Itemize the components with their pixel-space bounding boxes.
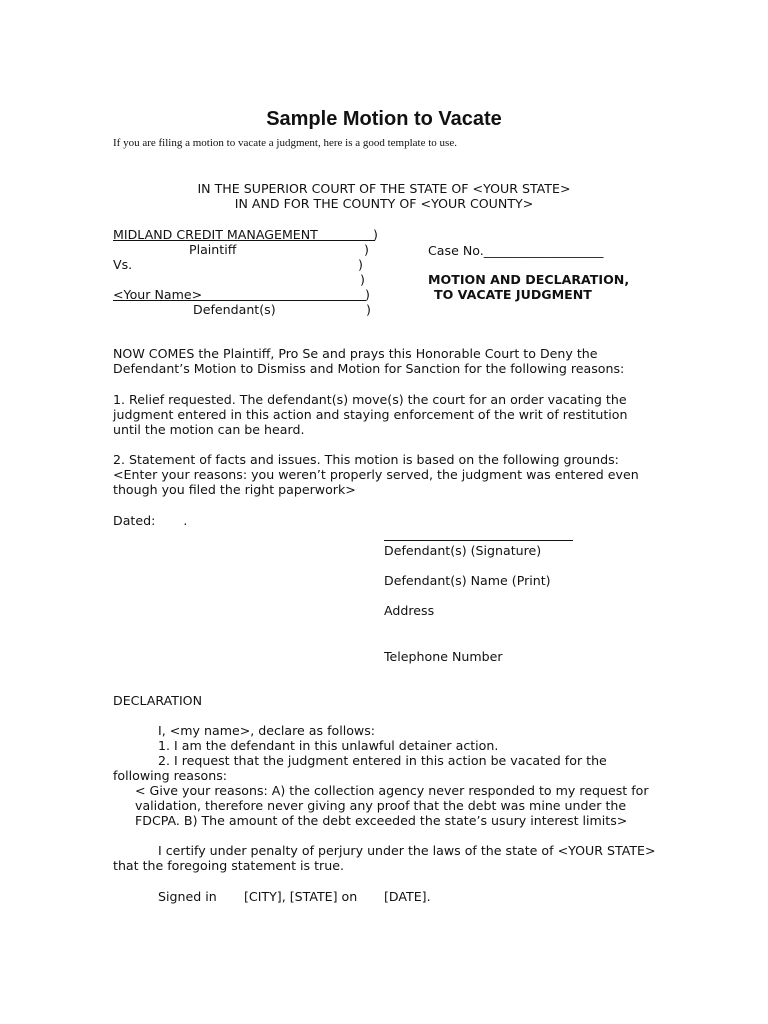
caption-paren: ) [365,287,370,302]
caption-paren: ) [360,272,365,287]
opening-paragraph: NOW COMES the Plaintiff, Pro Se and prays this Honorable Court to Deny the Defendant’s Motion to Dismiss and Motion for Sanction for the following reasons: [113,346,625,376]
declaration-reasons-line-1: < Give your reasons: A) the collection agency never responded to my request for [135,783,649,798]
address-label: Address [384,603,435,618]
defendant-underline [113,300,366,301]
case-number: Case No.___________________ [428,243,604,258]
caption-paren: ) [364,242,369,257]
certification-line-2: that the foregoing statement is true. [113,858,344,873]
declaration-reasons-line-2: validation, therefore never giving any proof that the debt was mine under the [135,798,627,813]
declaration-item-2-continued: following reasons: [113,768,228,783]
signature-line [384,540,573,541]
caption-paren: ) [373,227,378,242]
plaintiff-label: Plaintiff [189,242,237,257]
motion-title-line-1: MOTION AND DECLARATION, [428,272,630,287]
caption-paren: ) [366,302,371,317]
declaration-item-2: 2. I request that the judgment entered in this action be vacated for the [158,753,607,768]
motion-title-line-2: TO VACATE JUDGMENT [434,287,592,302]
plaintiff-name: MIDLAND CREDIT MANAGEMENT [113,227,318,242]
print-name-label: Defendant(s) Name (Print) [384,573,551,588]
declaration-heading: DECLARATION [113,693,202,708]
defendant-label: Defendant(s) [193,302,276,317]
plaintiff-underline [113,240,375,241]
relief-requested-paragraph: 1. Relief requested. The defendant(s) move(s) the court for an order vacating the judgment entered in this action and staying enforcement of the writ of restitution until the motion can be heard. [113,392,628,437]
document-title: Sample Motion to Vacate [266,108,502,130]
defendant-name: <Your Name> [113,287,203,302]
intro-note: If you are filing a motion to vacate a judgment, here is a good template to use. [113,137,457,149]
statement-of-facts-paragraph: 2. Statement of facts and issues. This motion is based on the following grounds: <Enter your reasons: you weren’t properly served, the judgment was entered even though you filed the right paperwork> [113,452,639,497]
date-placeholder: [DATE]. [384,889,431,904]
signature-label: Defendant(s) (Signature) [384,543,542,558]
versus-label: Vs. [113,257,133,272]
dated-line: Dated: . [113,513,188,528]
court-line-1: IN THE SUPERIOR COURT OF THE STATE OF <YOUR STATE> [197,181,571,196]
declaration-intro: I, <my name>, declare as follows: [158,723,376,738]
caption-paren: ) [358,257,363,272]
city-state-placeholder: [CITY], [STATE] on [244,889,358,904]
certification-line-1: I certify under penalty of perjury under the laws of the state of <YOUR STATE> [158,843,656,858]
court-line-2: IN AND FOR THE COUNTY OF <YOUR COUNTY> [234,196,534,211]
signed-in-label: Signed in [158,889,217,904]
telephone-label: Telephone Number [384,649,503,664]
declaration-item-1: 1. I am the defendant in this unlawful detainer action. [158,738,499,753]
declaration-reasons-line-3: FDCPA. B) The amount of the debt exceeded the state’s usury interest limits> [135,813,628,828]
